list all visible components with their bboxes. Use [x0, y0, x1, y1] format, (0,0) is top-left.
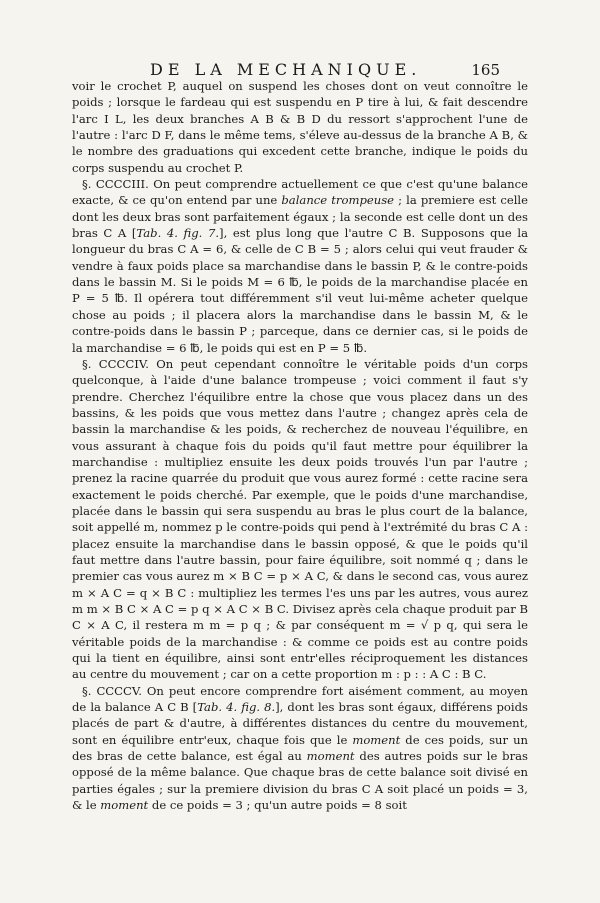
- italic-text-segment: moment: [306, 749, 355, 764]
- text-segment: de ces poids, sur un des bras de cette balance, est égal au: [72, 732, 529, 764]
- text-segment: §. CCCCIII. On peut comprendre actuellement ce que c'est qu'une balance exacte, & ce qu'on entend par une: [72, 177, 528, 208]
- paragraph-continuation: [72, 78, 528, 176]
- text-segment: voir le crochet P, auquel on suspend les choses dont on veut connoître le poids ; lorsque le fardeau qui est suspendu en P tire à lui, & fait descendre l'arc I L, les deux branches A B & B D du ressort s'approchent l'une de l'autre : l'arc D F, dans le même tems, s'éleve au-dessus de la branche A B, & le nombre des graduations qui excedent cette branche, indique le poids du corps suspendu au crochet P.: [72, 79, 528, 175]
- page-header: [150, 60, 500, 79]
- text-segment: des autres poids sur le bras opposé de la même balance. Que chaque bras de cette balance soit divisé en parties égales ; sur la premiere division du bras C A soit placé un poids = 3, & le: [72, 749, 528, 813]
- text-segment: de ce poids = 3 ; qu'un autre poids = 8 soit: [148, 798, 407, 813]
- text-segment: ; la premiere est celle dont les deux bras sont parfaitement égaux ; la seconde est celle dont un des bras C A [: [72, 193, 528, 241]
- text-segment: ], dont les bras sont égaux, différens poids placés de part & d'autre, à différentes distances du centre du mouvement, sont en équilibre entr'eux, chaque fois que le: [72, 700, 528, 747]
- italic-text-segment: Tab. 4. fig. 8.: [197, 700, 276, 715]
- text-segment: §. CCCCIV. On peut cependant connoître le véritable poids d'un corps quelconque, à l'aide d'une balance trompeuse ; voici comment il faut s'y prendre. Cherchez l'équilibre entre la chose que vous placez dans un des bassins, & les poids que vous mettez dans l'autre ; changez après cela de bassin la marchandise & les poids, & recherchez de nouveau l'équilibre, en vous assurant à chaque fois du poids qu'il faut mettre pour équilibrer la marchandise : multipliez ensuite les deux poids trouvés l'un par l'autre ; prenez la racine quarrée du produit que vous aurez formé : cette racine sera exactement le poids cherché. Par exemple, que le poids d'une marchandise, placée dans le bassin qui sera suspendu au bras le plus court de la balance, soit appellé m, nommez p le contre-poids qui pend à l'extrémité du bras C A : placez ensuite la marchandise dans le bassin opposé, & que le poids qu'il faut mettre dans l'autre bassin, pour faire équilibre, soit nommé q ; dans le premier cas vous aurez m × B C = p × A C, & dans le second cas, vous aurez m × A C = q × B C : multipliez les termes l'es uns par les autres, vous aurez m m × B C × A C = p q × A C × B C. Divisez après cela chaque produit par B C × A C, il restera m m = p q ; & par conséquent m = √ p q, qui sera le véritable poids de la marchandise : & comme ce poids est au contre poids qui la tient en équilibre, ainsi sont entr'elles réciproquement les distances au centre du mouvement ; car on a cette proportion m : p : : A C : B C.: [72, 356, 528, 682]
- paragraph-section-405: [72, 683, 528, 814]
- body-text: [72, 78, 528, 813]
- italic-text-segment: Tab. 4. fig. 7.: [136, 226, 220, 241]
- paragraph-section-404: [72, 356, 528, 683]
- italic-text-segment: moment: [352, 732, 401, 747]
- italic-text-segment: moment: [100, 798, 149, 813]
- text-segment: §. CCCCV. On peut encore comprendre fort aisément comment, au moyen de la balance A C B [: [72, 683, 528, 715]
- paragraph-section-403: [72, 176, 528, 356]
- text-segment: ], est plus long que l'autre C B. Supposons que la longueur du bras C A = 6, & celle de C B = 5 ; alors celui qui veut frauder & vendre à faux poids place sa marchandise dans le bassin P, & le contre-poids dans le bassin M. Si le poids M = 6 ℔, le poids de la marchandise placée en P = 5 ℔. Il opérera tout différemment s'il veut lui-même acheter quelque chose au poids ; il placera alors la marchandise dans le bassin M, & le contre-poids dans le bassin P ; parceque, dans ce dernier cas, si le poids de la marchandise = 6 ℔, le poids qui est en P = 5 ℔.: [72, 226, 529, 355]
- italic-text-segment: balance trompeuse: [281, 193, 395, 208]
- running-head: DE LA MECHANIQUE.: [150, 60, 422, 79]
- page-number: 165: [471, 61, 500, 79]
